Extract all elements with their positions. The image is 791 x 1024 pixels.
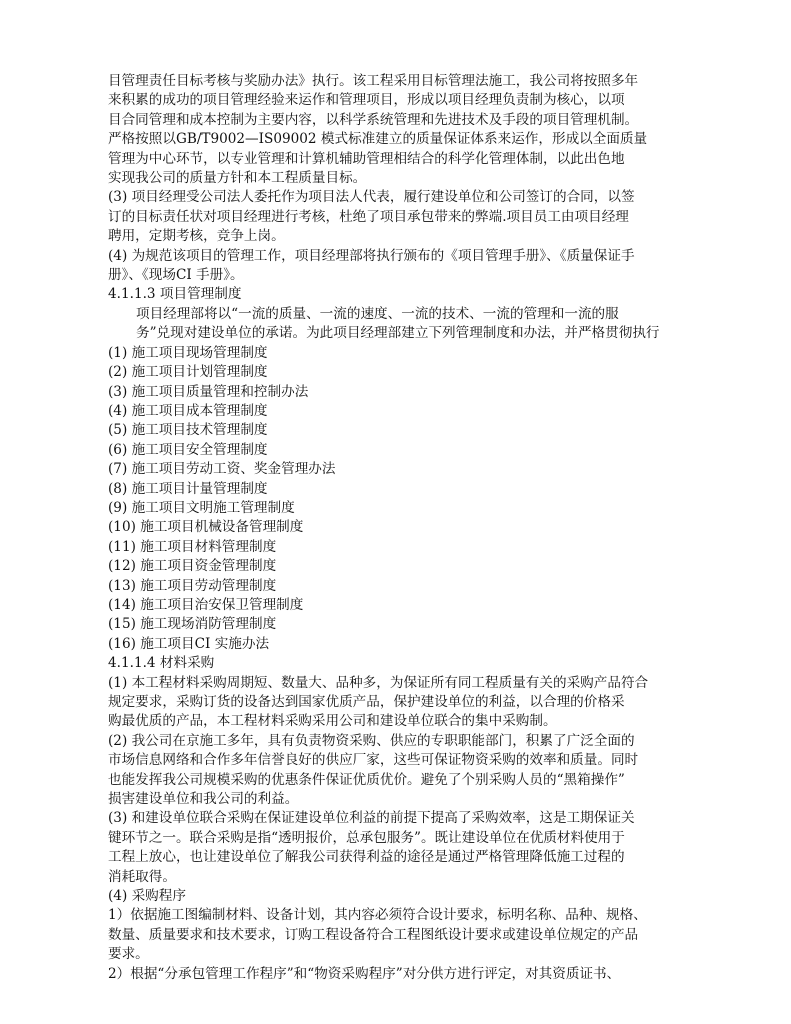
- list-item: [108, 344, 713, 363]
- text-line: (13) 施工项目劳动管理制度: [108, 577, 277, 594]
- text-line: (4) 为规范该项目的管理工作，项目经理部将执行颁布的《项目管理手册》、《质量保证手: [108, 247, 635, 264]
- text-line: (16) 施工项目CI 实施办法: [108, 635, 270, 652]
- list-item: [108, 460, 713, 479]
- text-line: 要求。: [108, 946, 149, 963]
- list-item: [108, 538, 713, 557]
- list-item: [108, 441, 713, 460]
- text-line: 工程上放心，也让建设单位了解我公司获得利益的途径是通过严格管理降低施工过程的: [108, 849, 625, 866]
- paragraph: [108, 809, 713, 887]
- text-line: 损害建设单位和我公司的利益。: [108, 791, 299, 808]
- text-line: (8) 施工项目计量管理制度: [108, 480, 268, 497]
- text-line: 项目经理部将以“一流的质量、一流的速度、一流的技术、一流的管理和一流的服: [136, 305, 619, 322]
- list-item: [108, 421, 713, 440]
- paragraph: [108, 732, 713, 810]
- text-line: 市场信息网络和合作多年信誉良好的供应厂家，这些可保证物资采购的效率和质量。同时: [108, 752, 639, 769]
- text-line: (1) 本工程材料采购周期短、数量大、品种多，为保证所有同工程质量有关的采购产品符合: [108, 674, 649, 691]
- text-line: 严格按照以GB/T9002—IS09002 模式标准建立的质量保证体系来运作，形成以全面质量: [108, 131, 648, 148]
- text-line: 4.1.1.4 材料采购: [108, 655, 215, 672]
- text-line: (4) 施工项目成本管理制度: [108, 402, 268, 419]
- text-line: (9) 施工项目文明施工管理制度: [108, 499, 295, 516]
- text-line: (7) 施工项目劳动工资、奖金管理办法: [108, 461, 336, 478]
- text-line: (6) 施工项目安全管理制度: [108, 441, 268, 458]
- text-line: 4.1.1.3 项目管理制度: [108, 286, 242, 303]
- list-item: [108, 383, 713, 402]
- list-item: [108, 402, 713, 421]
- text-line: 键环节之一。联合采购是指“透明报价，总承包服务”。既让建设单位在优质材料使用于: [108, 829, 625, 846]
- text-line: 来积累的成功的项目管理经验来运作和管理项目，形成以项目经理负责制为核心，以项: [108, 92, 625, 109]
- text-line: (11) 施工项目材料管理制度: [108, 538, 277, 555]
- list-item: [108, 635, 713, 654]
- text-line: 消耗取得。: [108, 868, 176, 885]
- paragraph: [108, 305, 713, 344]
- paragraph: [108, 887, 713, 906]
- list-item: [108, 557, 713, 576]
- text-line: (3) 和建设单位联合采购在保证建设单位利益的前提下提高了采购效率，这是工期保证关: [108, 810, 635, 827]
- text-line: (4) 采购程序: [108, 888, 186, 905]
- list-item: [108, 577, 713, 596]
- text-line: (2) 我公司在京施工多年，具有负责物资采购、供应的专职职能部门，积累了广泛全面的: [108, 732, 635, 749]
- paragraph: [108, 674, 713, 732]
- text-line: 务”兑现对建设单位的承诺。为此项目经理部建立下列管理制度和办法，并严格贯彻执行: [136, 325, 660, 342]
- list-item: [108, 615, 713, 634]
- text-line: 购最优质的产品，本工程材料采购采用公司和建设单位联合的集中采购制。: [108, 713, 557, 730]
- paragraph: [108, 965, 713, 984]
- text-line: 聘用，定期考核，竞争上岗。: [108, 228, 285, 245]
- text-line: (10) 施工项目机械设备管理制度: [108, 519, 304, 536]
- section-heading: [108, 654, 713, 673]
- list-item: [108, 480, 713, 499]
- text-line: 规定要求，采购订货的设备达到国家优质产品，保护建设单位的利益，以合理的价格采: [108, 694, 625, 710]
- paragraph: [108, 906, 713, 964]
- text-line: 订的目标责任状对项目经理进行考核，杜绝了项目承包带来的弊端.项目员工由项目经理: [108, 208, 629, 225]
- text-line: 数量、质量要求和技术要求，订购工程设备符合工程图纸设计要求或建设单位规定的产品: [108, 926, 639, 943]
- list-item: [108, 499, 713, 518]
- section-heading: [108, 285, 713, 304]
- text-line: (14) 施工项目治安保卫管理制度: [108, 596, 304, 613]
- text-line: (1) 施工项目现场管理制度: [108, 344, 268, 361]
- text-line: (12) 施工项目资金管理制度: [108, 558, 277, 575]
- list-item: [108, 596, 713, 615]
- paragraph: [108, 72, 713, 188]
- text-line: 目管理责任目标考核与奖励办法》执行。该工程采用目标管理法施工，我公司将按照多年: [108, 73, 639, 89]
- text-line: 册》、《现场CI 手册》。: [108, 267, 244, 284]
- text-line: 也能发挥我公司规模采购的优惠条件保证优质优价。避免了个别采购人员的“黑箱操作”: [108, 771, 625, 788]
- text-line: 目合同管理和成本控制为主要内容，以科学系统管理和先进技术及手段的项目管理机制。: [108, 111, 639, 128]
- text-line: (5) 施工项目技术管理制度: [108, 422, 268, 439]
- text-line: 2）根据“分承包管理工作程序”和“物资采购程序”对分供方进行评定，对其资质证书、: [108, 965, 621, 982]
- text-line: (2) 施工项目计划管理制度: [108, 364, 268, 381]
- text-line: (3) 项目经理受公司法人委托作为项目法人代表，履行建设单位和公司签订的合同，以签: [108, 189, 635, 206]
- text-line: 1）依据施工图编制材料、设备计划，其内容必须符合设计要求，标明名称、品种、规格、: [108, 907, 647, 924]
- list-item: [108, 363, 713, 382]
- list-item: [108, 518, 713, 537]
- text-line: (3) 施工项目质量管理和控制办法: [108, 383, 309, 400]
- text-line: 管理为中心环节，以专业管理和计算机辅助管理相结合的科学化管理体制，以此出色地: [108, 150, 625, 167]
- text-line: 实现我公司的质量方针和本工程质量目标。: [108, 170, 367, 187]
- document-page: [108, 72, 713, 984]
- paragraph: [108, 247, 713, 286]
- text-line: (15) 施工现场消防管理制度: [108, 616, 277, 633]
- paragraph: [108, 188, 713, 246]
